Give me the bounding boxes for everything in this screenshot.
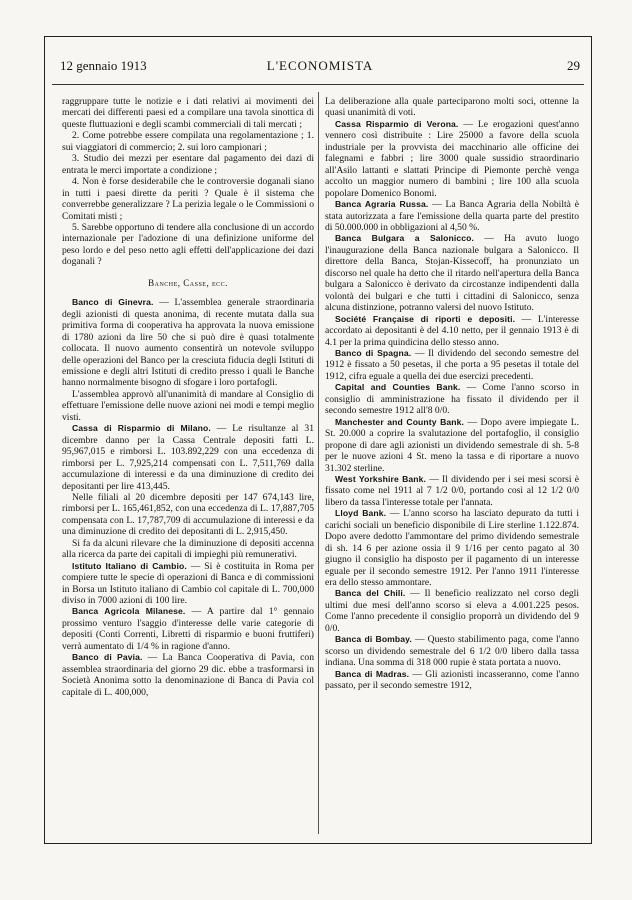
article-keyword: Capital and Counties Bank.	[335, 382, 461, 393]
article-text: — L'interesse accordato ai depositanti è del 4.10 netto, per il gennaio 1913 è di 4.1 per la prima quindicina dello stesso anno.	[325, 313, 579, 348]
paragraph: raggruppare tutte le notizie e i dati relativi ai movimenti dei mercati dei differenti paesi ed a compilare una tavola sinottica di queste fluttuazioni e degli scambi commerciali di tali mercati ;	[62, 96, 314, 130]
article-keyword: Cassa Risparmio di Verona.	[335, 118, 459, 129]
article-text: — L'assemblea generale straordinaria degli azionisti di questa anonima, di recente mutata dalla sua primitiva forma di cooperativa ha approvata la nuova emissione di 1780 azioni da lire 50 che si può dire è quasi totalmente collocata. Il nuovo aumento consentirà un notevole sviluppo delle operazioni del Banco per la cresciuta fiducia degli Istituti di emissione e degli altri Istituti di credito presso i quali le Banche hanno normalmente bisogno di sfogare i loro portafogli.	[62, 297, 314, 389]
column-separator	[318, 92, 319, 834]
article-text: — Il dividendo per i sei mesi scorsi è fissato come nel 1911 al 7 1/2 0/0, portando così al 12 1/2 0/0 libero da tassa l'interesse totale per l'annata.	[325, 473, 579, 508]
paragraph: L'assemblea approvò all'unanimità di mandare al Consiglio di effettuare l'emissione delle nuove azioni nei modi e tempi meglio visti.	[62, 388, 314, 423]
article-keyword: Manchester and County Bank.	[335, 416, 465, 427]
article-text: — Le risultanze al 31 dicembre danno per la Cassa Centrale depositi fatti L. 95,967,015 e rimborsi L. 103.892,229 con una eccedenza di rimborsi per L. 7,925,214 compensati con L. 7,511,769 dalla accumulazione di interessi e da una diminuzione di credito dei depositanti per lire 413,445.	[62, 423, 314, 492]
paragraph: La deliberazione alla quale parteciparono molti soci, ottenne la quasi unanimità di voti.	[325, 96, 579, 119]
header-date: 12 gennaio 1913	[60, 58, 147, 73]
paragraph: 3. Studio dei mezzi per esentare dal pagamento dei dazi di entrata le merci importate a condizione ;	[62, 153, 314, 176]
article-spagna	[325, 348, 579, 382]
article-text: — Si è costituita in Roma per compiere tutte le specie di operazioni di Banca e di commissioni in Borsa un Istituto italiano di Cambio col capitale di L. 700,000 diviso in 7000 azioni di 100 lire.	[62, 560, 314, 607]
article-keyword: Banca Agricola Milanese.	[72, 606, 186, 617]
article-lloyd	[325, 508, 579, 588]
article-francese	[325, 314, 579, 348]
article-keyword: Lloyd Bank.	[335, 508, 387, 519]
section-heading: Banche, Casse, ecc.	[148, 277, 228, 288]
article-chili	[325, 588, 579, 634]
paragraph: 4. Non è forse desiderabile che le controversie doganali siano in tutti i paesi dirette da periti ? Quale è il sistema che converrebbe generalizzare ? La perizia legale o le Commissioni o Comitati misti ;	[62, 176, 314, 222]
article-text: — Questo stabilimento paga, come l'anno scorso un dividendo semestrale del 6 1/2 0/0 libero dalla tassa indiana. Una somma di 318 000 rupie è stata portata a nuovo.	[325, 634, 580, 669]
article-pavia	[62, 652, 314, 698]
paragraph: 5. Sarebbe opportuno di tendere alla conclusione di un accordo internazionale per l'adozione di una definizione uniforme del peso lordo e del peso netto agli effetti dell'applicazione dei dazi doganali ?	[62, 221, 314, 268]
article-milano	[62, 423, 314, 492]
article-keyword: Banco di Spagna.	[335, 347, 412, 358]
article-keyword: West Yorkshire Bank.	[335, 473, 427, 484]
article-keyword: Banco di Pavia.	[72, 652, 143, 663]
article-keyword: Banca di Bombay.	[335, 634, 412, 645]
article-keyword: Cassa di Risparmio di Milano.	[72, 423, 211, 434]
article-capital	[325, 382, 579, 416]
article-text: — La Banca Agraria della Nobiltà è stata autorizzata a fare l'emissione della quarta parte del prestito di 50.000.000 in obbligazioni al 4,50 %.	[325, 199, 579, 233]
article-bombay	[325, 634, 579, 668]
article-keyword: Banca del Chili.	[335, 588, 406, 599]
right-column	[325, 96, 579, 692]
paragraph: 2. Come potrebbe essere compilata una regolamentazione ; 1. sui viaggiatori di commercio; 2. sui loro campionari ;	[62, 130, 314, 153]
article-text: — La Banca Cooperativa di Pavia, con assemblea straordinaria del giorno 29 dic. ebbe a trasformarsi in Società Anonima sotto la denominazione di Banca di Pavia col capitale di L. 400,000,	[62, 652, 314, 698]
article-manchester	[325, 417, 579, 474]
page-number: 29	[567, 58, 580, 73]
paragraph: Nelle filiali al 20 dicembre depositi per 147 674,143 lire, rimborsi per L. 165,461,852, con una eccedenza di L. 17,887,705 compensata con L. 17,787,709 di accumulazione di interessi e da una diminuzione di credito dei depositanti di L. 2,915,450.	[62, 491, 314, 538]
article-keyword: Banco di Ginevra.	[72, 297, 154, 308]
left-column	[62, 96, 314, 698]
journal-title: L'ECONOMISTA	[266, 58, 374, 73]
article-madras	[325, 669, 579, 692]
article-text: — Come l'anno scorso in consiglio di amministrazione ha fissato il dividendo per il secondo semestre 1912 all'8 0/0.	[325, 382, 579, 417]
article-text: — L'anno scorso ha lasciato depurato da tutti i carichi sociali un beneficio disponibile di Lire sterline 1.122.874. Dopo avere dedotto l'ammontare del primo dividendo semestrale di sh. 14 6 per azione ossia il 9 1/16 per cento pagato al 30 giugno il consiglio ha disposto per il pagamento di un interesse eguale per il secondo semestre 1912. Per l'anno 1911 l'interesse era dello stesso ammontare.	[325, 508, 579, 589]
article-yorkshire	[325, 474, 579, 508]
header-rule	[52, 84, 584, 85]
article-verona	[325, 119, 579, 199]
article-keyword: Banca di Madras.	[335, 668, 410, 679]
paragraph: Si fa da alcuni rilevare che la diminuzione di depositi accenna alla ricerca da parte dei capitali di impieghi più remunerativi.	[62, 537, 314, 561]
article-bulgara	[325, 233, 579, 313]
article-text: — Il beneficio realizzato nel corso degli ultimi due mesi dell'anno scorso si eleva a 4.001.225 pesos. Come l'anno precedente il consiglio proporrà un dividendo del 9 0/0.	[325, 588, 579, 634]
article-text: — A partire dal 1° gennaio prossimo venturo l'saggio d'interesse delle varie categorie di depositi (Conti Correnti, Libretti di risparmio e buoni fruttiferi) verrà aumentato di 1/4 % in ragione d'anno.	[62, 606, 314, 652]
page-header	[60, 58, 580, 76]
article-text: — Ha avuto luogo l'inaugurazione della Banca nazionale bulgara a Salonicco. Il direttore della Banca, Stojan-Kissecoff, ha pronunziato un discorso nel quale ha detto che il ritardo nell'apertura della Banca bulgara a Salonicco è derivato da circostanze indipendenti dalla volontà dei bulgari e che tutti i cittadini di Salonicco, senza alcuna distinzione, potranno valersi del nuovo Istituto.	[325, 233, 579, 314]
article-keyword: Istituto Italiano di Cambio.	[72, 560, 187, 571]
article-text: — Le erogazioni quest'anno vennero così distribuite : Lire 25000 a favore della scuola industriale per la provvista dei macchinario alle officine dei falegnami e fabbri ; lire 3000 quale sussidio straordinario all'Asilo lattanti e slattati Principe di Piemonte perchè venga accolto un maggior numero di bambini ; lire 100 alla scuola popolare Domenico Bonomi.	[325, 118, 580, 199]
article-text: — Dopo avere impiegate L. St. 20.000 a coprire la svalutazione del portafoglio, il consiglio propone di dare agli azionisti un dividendo semestrale di sh. 5-8 per le nuove azioni 4 St. meno la tassa e di riportare a nuovo 31.302 sterline.	[325, 416, 579, 474]
article-russa	[325, 199, 579, 233]
article-text: — Il dividendo del secondo semestre del 1912 è fissato a 50 pesetas, il che porta a 95 pesetas il totale del 1912, cifra eguale a quella dei due esercizi precedenti.	[325, 347, 579, 382]
article-text: — Gli azionisti incasseranno, come l'anno passato, per il secondo semestre 1912,	[325, 668, 579, 692]
article-ginevra	[62, 297, 314, 389]
article-keyword: Société Française di riporti e depositi.	[335, 313, 516, 324]
article-keyword: Banca Agraria Russa.	[335, 199, 429, 210]
article-agricola	[62, 606, 314, 652]
article-keyword: Banca Bulgara a Salonicco.	[335, 233, 474, 244]
article-cambio	[62, 561, 314, 607]
